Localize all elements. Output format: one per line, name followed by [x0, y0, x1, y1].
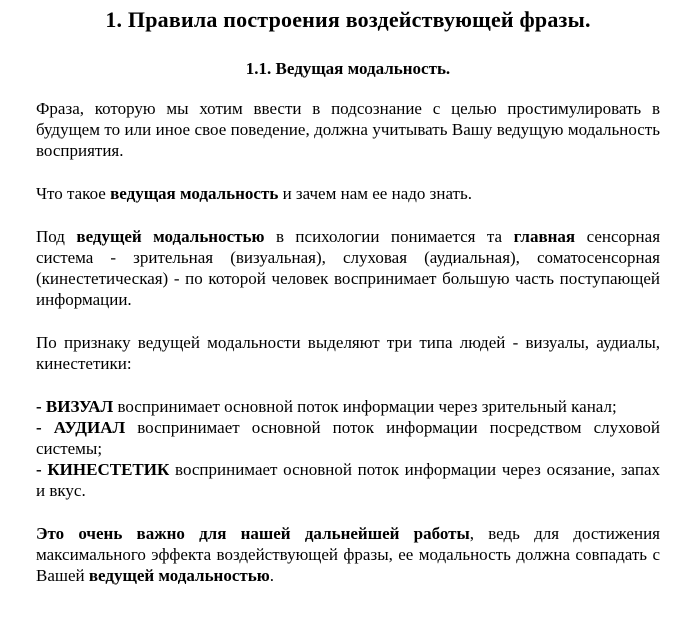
paragraph-question — [36, 183, 660, 204]
paragraph-phrase-intro — [36, 98, 660, 161]
document-title: 1. Правила построения воздействующей фразы. — [105, 7, 591, 32]
bold-text-run: - КИНЕСТЕТИК — [36, 460, 170, 479]
text-run: в психологии понимается та — [264, 227, 514, 246]
bullet-kinesthetic — [36, 459, 660, 501]
text-run: Фраза, которую мы хотим ввести в подсознание с целью простимулировать в будущем то или иное свое поведение, должна учитывать Вашу ведущую модальность восприятия. — [36, 99, 660, 160]
bullet-visual — [36, 396, 660, 417]
paragraph-three-types — [36, 332, 660, 374]
document-body — [36, 98, 660, 586]
text-run: Что такое — [36, 184, 111, 203]
text-run: По признаку ведущей модальности выделяют три типа людей - визуалы, аудиалы, кинестетики: — [36, 333, 660, 373]
bold-text-run: главная — [513, 227, 576, 246]
paragraph-definition — [36, 226, 660, 310]
text-run: сенсорная система - зрительная (визуальная), слуховая (аудиальная), соматосенсорная (кинестетическая) - по которой человек воспринимает большую часть поступающей информации. — [36, 227, 661, 309]
bold-text-run: - ВИЗУАЛ — [36, 397, 114, 416]
text-run: . — [269, 566, 274, 585]
text-run: , ведь для достижения максимального эффекта воздействующей фразы, ее модальность должна совпадать с Вашей — [36, 524, 660, 585]
bullet-audial — [36, 417, 660, 459]
text-run: воспринимает основной поток информации посредством слуховой системы; — [36, 418, 660, 458]
bold-text-run: - АУДИАЛ — [36, 418, 126, 437]
bold-text-run: Это очень важно для нашей дальнейшей работы — [36, 524, 470, 543]
bold-text-run: ведущей модальностью — [76, 227, 265, 246]
bold-text-run: ведущей модальностью — [88, 566, 270, 585]
text-run: Под — [36, 227, 77, 246]
text-run: воспринимает основной поток информации через зрительный канал; — [113, 397, 617, 416]
paragraph-importance — [36, 523, 660, 586]
text-run: и зачем нам ее надо знать. — [278, 184, 472, 203]
bold-text-run: ведущая модальность — [110, 184, 279, 203]
section-subtitle: 1.1. Ведущая модальность. — [245, 59, 451, 78]
text-run: воспринимает основной поток информации через осязание, запах и вкус. — [36, 460, 660, 500]
